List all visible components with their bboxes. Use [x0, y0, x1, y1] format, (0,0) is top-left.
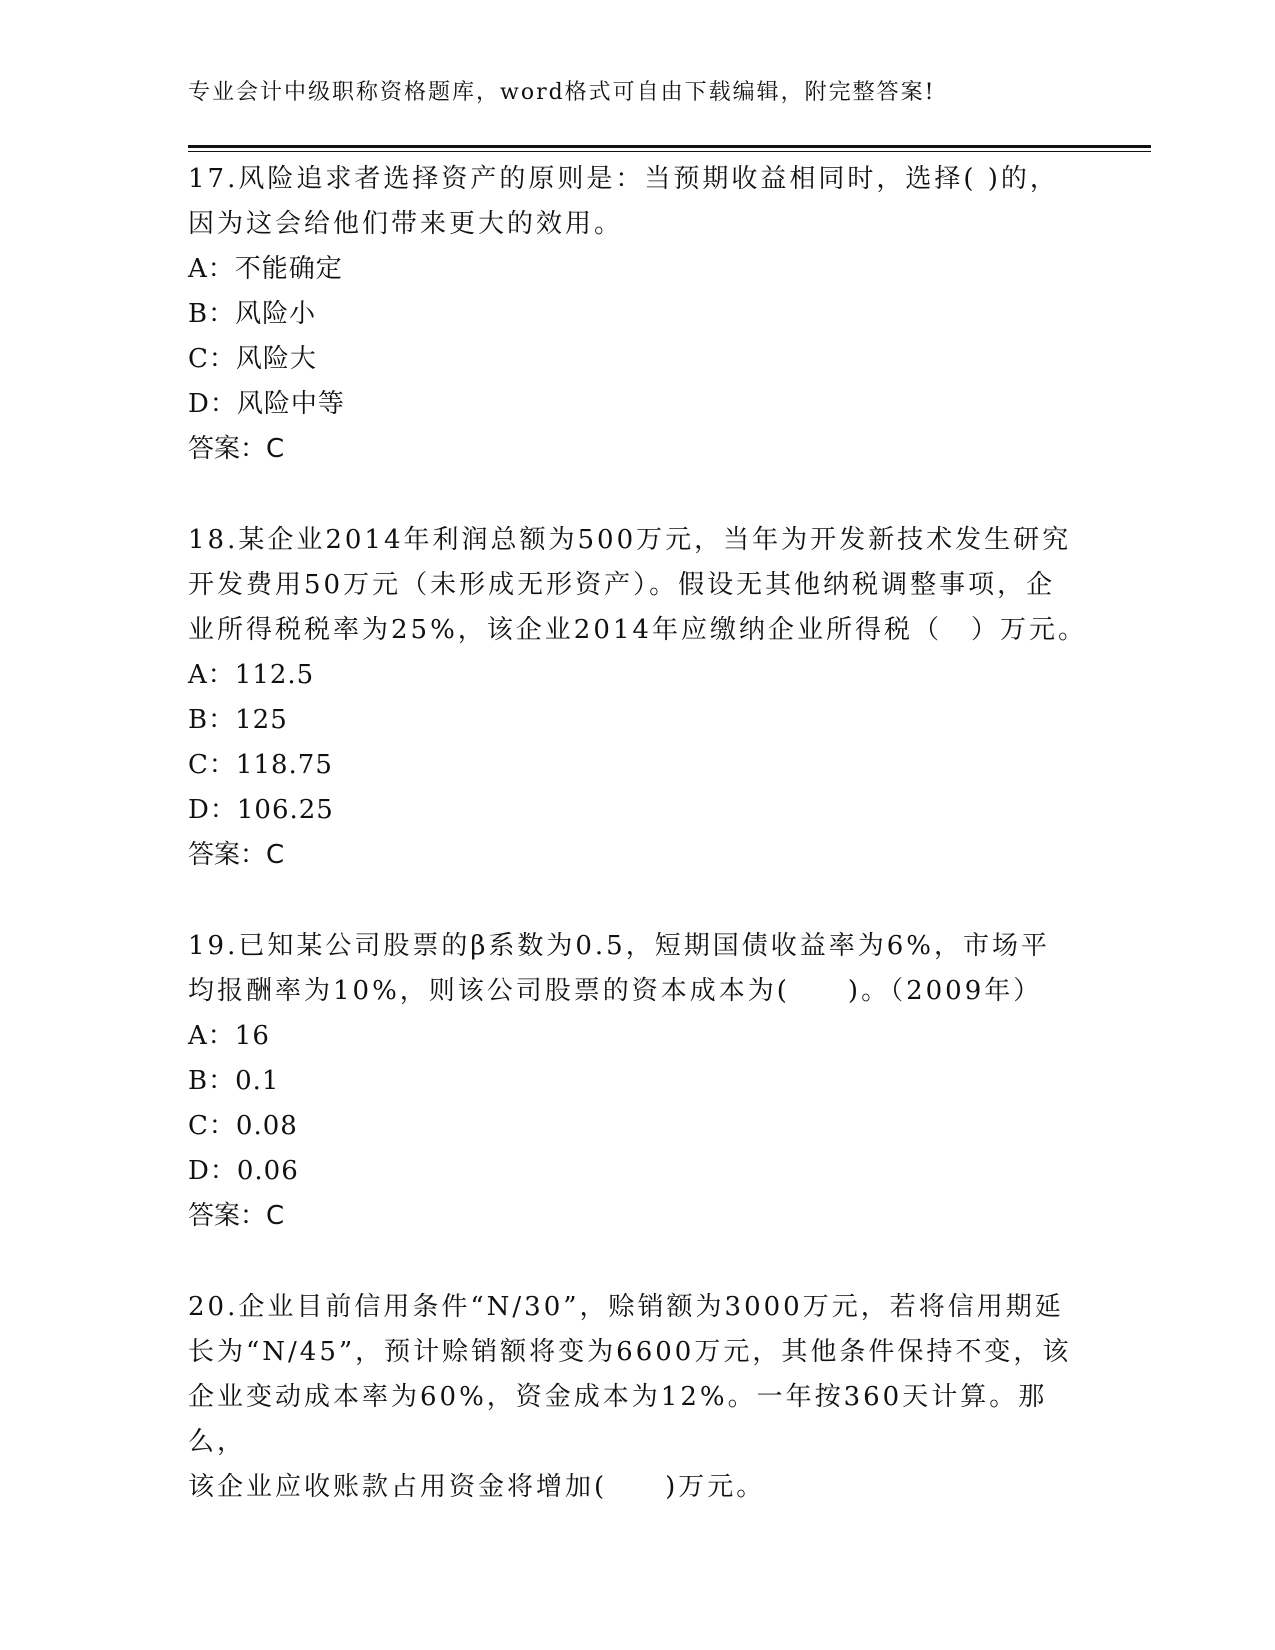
- option-text: 0.1: [235, 1066, 280, 1096]
- option-key: C：: [188, 344, 236, 374]
- answer-line: 答案：C: [188, 840, 285, 870]
- question-17: [188, 157, 1088, 472]
- option-text: 0.06: [236, 1156, 299, 1186]
- option-a: [188, 653, 1088, 698]
- option-a: [188, 247, 1088, 292]
- question-stem-line: 因为这会给他们带来更大的效用。: [188, 209, 624, 239]
- question-stem-line: 17.风险追求者选择资产的原则是：当预期收益相同时，选择( )的，: [188, 164, 1059, 194]
- question-stem-line: 18.某企业2014年利润总额为500万元，当年为开发新技术发生研究: [188, 525, 1072, 555]
- option-text: 106.25: [236, 795, 334, 825]
- option-b: [188, 1059, 1088, 1104]
- question-stem-line: 均报酬率为10%，则该公司股票的资本成本为( )。（2009年）: [188, 976, 1043, 1006]
- question-19: [188, 924, 1088, 1239]
- answer-line: 答案：C: [188, 1201, 285, 1231]
- question-list: [188, 157, 1088, 1510]
- option-text: 风险小: [235, 299, 317, 329]
- question-stem-line: 企业变动成本率为60%，资金成本为12%。一年按360天计算。那么，: [188, 1382, 1048, 1457]
- question-stem-line: 19.已知某公司股票的β系数为0.5，短期国债收益率为6%，市场平: [188, 931, 1050, 961]
- option-c: [188, 337, 1088, 382]
- option-text: 0.08: [235, 1111, 298, 1141]
- option-key: C：: [188, 1111, 236, 1141]
- option-key: B：: [188, 299, 236, 329]
- question-stem-line: 开发费用50万元（未形成无形资产）。假设无其他纳税调整事项，企: [188, 570, 1056, 600]
- option-text: 风险中等: [236, 389, 345, 419]
- header-rule-thin: [188, 151, 1151, 152]
- option-d: [188, 1149, 1088, 1194]
- option-a: [188, 1014, 1088, 1059]
- header-rule-thick: [188, 145, 1151, 148]
- question-stem-line: 业所得税税率为25%，该企业2014年应缴纳企业所得税（ ）万元。: [188, 615, 1087, 645]
- question-20: [188, 1285, 1088, 1510]
- option-text: 112.5: [234, 660, 315, 690]
- option-d: [188, 382, 1088, 427]
- answer-line: 答案：C: [188, 434, 285, 464]
- option-text: 不能确定: [234, 254, 343, 284]
- option-key: A：: [188, 1021, 235, 1051]
- option-key: C：: [188, 750, 236, 780]
- option-text: 118.75: [235, 750, 333, 780]
- option-key: B：: [188, 705, 236, 735]
- option-text: 16: [234, 1021, 270, 1051]
- option-b: [188, 698, 1088, 743]
- question-18: [188, 518, 1088, 878]
- question-stem-line: 20.企业目前信用条件“N/30”，赊销额为3000万元，若将信用期延: [188, 1292, 1064, 1322]
- option-c: [188, 1104, 1088, 1149]
- option-key: A：: [188, 660, 235, 690]
- question-stem-line: 长为“N/45”，预计赊销额将变为6600万元，其他条件保持不变，该: [188, 1337, 1072, 1367]
- option-key: D：: [188, 1156, 237, 1186]
- option-d: [188, 788, 1088, 833]
- question-stem-line: 该企业应收账款占用资金将增加( )万元。: [188, 1472, 766, 1502]
- option-b: [188, 292, 1088, 337]
- option-key: D：: [188, 389, 237, 419]
- option-c: [188, 743, 1088, 788]
- option-text: 125: [235, 705, 288, 735]
- option-text: 风险大: [235, 344, 317, 374]
- option-key: D：: [188, 795, 237, 825]
- option-key: B：: [188, 1066, 236, 1096]
- option-key: A：: [188, 254, 235, 284]
- page-header: 专业会计中级职称资格题库，word格式可自由下载编辑，附完整答案!: [188, 80, 936, 105]
